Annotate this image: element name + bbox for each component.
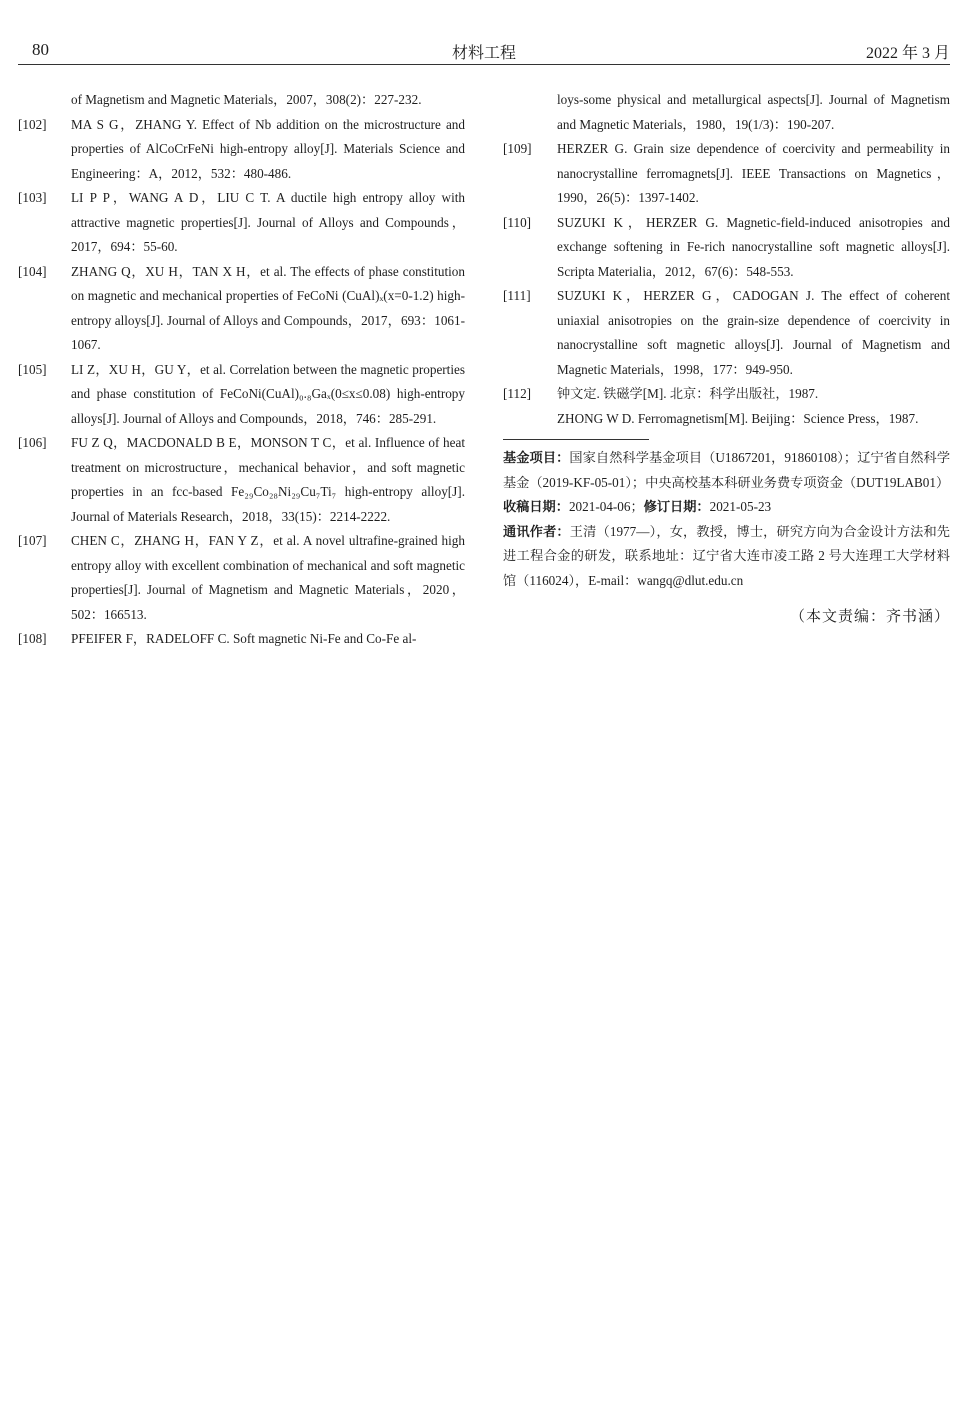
- author-label: 通讯作者：: [503, 523, 570, 539]
- reference-number: [103]: [18, 190, 47, 205]
- issue-date: 2022 年 3 月: [865, 45, 950, 62]
- reference-number: [106]: [18, 435, 47, 450]
- reference-item: [503, 284, 950, 382]
- references-right-column: [503, 88, 950, 630]
- reference-item: [503, 211, 950, 285]
- reference-item: [18, 260, 465, 358]
- reference-text: CHEN C，ZHANG H，FAN Y Z，et al. A novel ultrafine-grained high entropy alloy with excellent combination of mechanical and soft magnetic properties[J]. Journal of Magnetism and Magnetic Materials，2020，502：166513.: [71, 533, 465, 622]
- running-header: [18, 38, 950, 65]
- reference-number: [105]: [18, 361, 47, 377]
- reference-text-english: ZHONG W D. Ferromagnetism[M]. Beijing：Science Press，1987.: [557, 410, 919, 426]
- reference-text: SUZUKI K，HERZER G，CADOGAN J. The effect of coherent uniaxial anisotropies on the grain-size dependence of coercivity in nanocrystalline soft magnetic alloys[J]. Journal of Magnetism and Magnetic Materials，1998，177：949-950.: [557, 288, 950, 377]
- reference-text: 钟文定. 铁磁学[M]. 北京：科学出版社，1987.: [557, 386, 819, 401]
- revised-label: 修订日期：: [643, 499, 710, 514]
- reference-number: [111]: [503, 288, 531, 303]
- references-left-column: [18, 88, 465, 652]
- reference-item: [503, 382, 950, 431]
- reference-item: [18, 627, 465, 652]
- reference-item: [18, 529, 465, 627]
- journal-title: 材料工程: [451, 45, 516, 62]
- editor-note: （本文责编：齐书涵）: [789, 609, 950, 625]
- funding-text: 国家自然科学基金项目（U1867201，91860108）；辽宁省自然科学基金（2019-KF-05-01）；中央高校基本科研业务费专项资金（DUT19LAB01）: [503, 450, 951, 490]
- footnote-divider: [503, 439, 649, 440]
- reference-number: [112]: [503, 386, 532, 401]
- reference-number: [102]: [18, 116, 47, 132]
- reference-continuation: loys-some physical and metallurgical aspects[J]. Journal of Magnetism and Magnetic Materials，1980，19(1/3)：190-207.: [557, 92, 950, 132]
- reference-text: FU Z Q，MACDONALD B E，MONSON T C，et al. Influence of heat treatment on microstructure，mechanical behavior，and soft magnetic properties in an fcc-based Fe₂₉Co₂₈Ni₂₉Cu₇Ti₇ high-entropy alloy[J]. Journal of Materials Research，2018，33(15)：2214-2222.: [71, 435, 465, 524]
- funding-label: 基金项目：: [503, 450, 570, 465]
- reference-number: [108]: [18, 631, 47, 646]
- funding-note: [503, 446, 950, 495]
- reference-text: HERZER G. Grain size dependence of coercivity and permeability in nanocrystalline ferromagnets[J]. IEEE Transactions on Magnetics，1990，26(5)：1397-1402.: [557, 141, 950, 205]
- reference-number: [104]: [18, 263, 47, 279]
- received-label: 收稿日期：: [503, 499, 569, 514]
- revised-date: 2021-05-23: [709, 499, 772, 514]
- reference-text: LI Z，XU H，GU Y，et al. Correlation between the magnetic properties and phase constitution of FeCoNi(CuAl)₀.₈Gaₓ(0≤x≤0.08) high-entropy alloys[J]. Journal of Alloys and Compounds，2018，746：285-291.: [71, 361, 465, 426]
- reference-text: LI P P，WANG A D，LIU C T. A ductile high entropy alloy with attractive magnetic properties[J]. Journal of Alloys and Compounds，2017，694：55-60.: [71, 190, 465, 254]
- reference-number: [109]: [503, 141, 532, 156]
- author-text: 王清（1977—），女，教授，博士，研究方向为合金设计方法和先进工程合金的研发，联系地址：辽宁省大连市凌工路 2 号大连理工大学材料馆（116024），E-mail：wangq@dlut.edu.cn: [503, 523, 950, 588]
- page-number: 80: [32, 40, 49, 59]
- reference-text: SUZUKI K，HERZER G. Magnetic-field-induced anisotropies and exchange softening in Fe-rich nanocrystalline soft magnetic alloys[J]. Scripta Materialia，2012，67(6)：548-553.: [557, 214, 950, 279]
- reference-text: MA S G，ZHANG Y. Effect of Nb addition on the microstructure and properties of AlCoCrFeNi high-entropy alloy[J]. Materials Science and Engineering：A，2012，532：480-486.: [71, 116, 465, 181]
- reference-item: [18, 431, 465, 529]
- reference-continuation: of Magnetism and Magnetic Materials，2007，308(2)：227-232.: [71, 92, 422, 107]
- corresponding-author-note: [503, 520, 950, 594]
- reference-text: PFEIFER F，RADELOFF C. Soft magnetic Ni-Fe and Co-Fe al-: [71, 631, 417, 646]
- dates-note: [503, 495, 950, 520]
- reference-text: ZHANG Q，XU H，TAN X H，et al. The effects of phase constitution on magnetic and mechanical properties of FeCoNi (CuAl)ₓ(x=0-1.2) high-entropy alloys[J]. Journal of Alloys and Compounds，2017，693：1061-1067.: [71, 263, 465, 352]
- received-date: 2021-04-06；: [568, 499, 644, 514]
- reference-item: [18, 186, 465, 260]
- reference-number: [107]: [18, 533, 47, 548]
- reference-number: [110]: [503, 214, 532, 230]
- reference-item: [18, 113, 465, 187]
- reference-item: [503, 137, 950, 211]
- reference-item: [18, 358, 465, 432]
